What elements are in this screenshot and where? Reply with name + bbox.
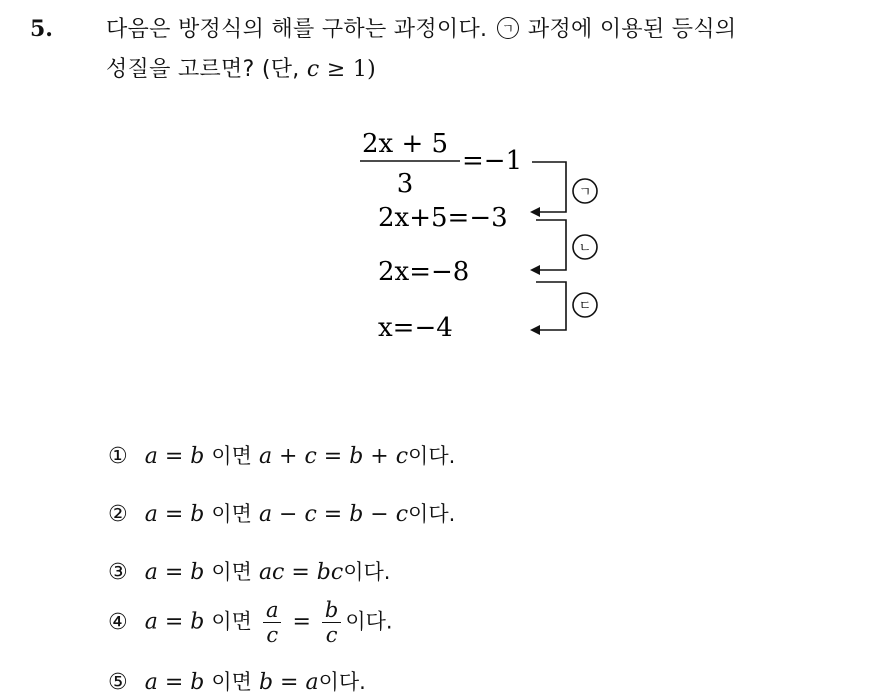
fraction-a-over-c <box>263 598 282 647</box>
choice-connector: 이면 <box>211 609 252 634</box>
condition-variable: c <box>306 57 320 82</box>
choice-result: a − c = b − c <box>258 502 409 527</box>
step-bracket-2 <box>530 220 597 275</box>
step-label-2: ㄴ <box>578 241 592 256</box>
choice-connector: 이면 <box>211 502 252 526</box>
question-number: 5. <box>30 16 53 42</box>
choice-result: b = a <box>258 670 319 695</box>
choice-connector: 이면 <box>211 560 252 584</box>
choice-4[interactable] <box>108 598 393 647</box>
choice-ending: 이다. <box>318 670 366 694</box>
choice-connector: 이면 <box>211 444 252 468</box>
choice-3[interactable] <box>108 556 390 586</box>
choice-connector: 이면 <box>211 670 252 694</box>
fraction-b-over-c <box>322 598 341 647</box>
question-text-a: 다음은 방정식의 해를 구하는 과정이다. <box>106 17 488 42</box>
question-text-c: 성질을 고르면? (단, <box>106 57 300 82</box>
choice-number: ⑤ <box>108 670 128 695</box>
choice-2[interactable] <box>108 498 455 528</box>
choice-number: ③ <box>108 560 128 585</box>
choice-ending: 이다. <box>408 444 456 468</box>
choice-5[interactable] <box>108 666 366 696</box>
equation-3: 2x=−8 <box>378 257 470 287</box>
choice-condition: a = b <box>144 444 205 469</box>
choice-ending: 이다. <box>345 609 393 634</box>
choice-ending: 이다. <box>343 560 391 584</box>
fraction-numerator: b <box>322 598 341 623</box>
choice-number: ① <box>108 444 128 469</box>
choice-result: ac = bc <box>258 560 344 585</box>
choice-1[interactable] <box>108 440 455 470</box>
circled-step-letter: ㄱ <box>501 22 515 37</box>
choice-result: a + c = b + c <box>258 444 409 469</box>
equation-2: 2x+5=−3 <box>378 203 508 233</box>
choice-ending: 이다. <box>408 502 456 526</box>
choice-condition: a = b <box>144 560 205 585</box>
fraction-denominator: 3 <box>396 169 414 199</box>
choice-condition: a = b <box>144 502 205 527</box>
choice-number: ② <box>108 502 128 527</box>
equation-4: x=−4 <box>378 313 453 343</box>
fraction-numerator: a <box>263 598 282 623</box>
fraction-denominator: c <box>266 623 279 647</box>
fraction-numerator: 2x + 5 <box>361 129 449 159</box>
step-bracket-3 <box>530 282 597 335</box>
step-bracket-1 <box>530 162 597 217</box>
fraction-denominator: c <box>325 623 338 647</box>
condition-relation: ≥ 1) <box>326 57 377 82</box>
step-label-3: ㄷ <box>578 299 592 314</box>
step-label-1: ㄱ <box>578 185 592 200</box>
question-text-b: 과정에 이용된 등식의 <box>527 17 737 42</box>
equation-1-rhs: =−1 <box>462 146 523 176</box>
equals-sign: = <box>292 609 311 635</box>
choice-condition: a = b <box>144 670 205 695</box>
choice-condition: a = b <box>144 609 205 635</box>
choice-number: ④ <box>108 609 128 635</box>
